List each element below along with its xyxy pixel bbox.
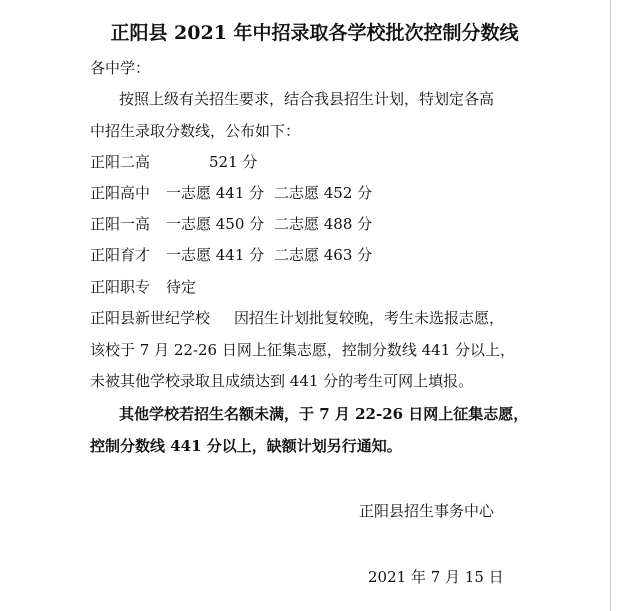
school-first-choice-yigao: 一志愿 450 分	[166, 215, 265, 233]
school-name-gaozhong: 正阳高中	[90, 184, 151, 202]
school-first-choice-gaozhong: 一志愿 441 分	[166, 184, 265, 202]
page-edge-divider	[610, 0, 611, 611]
other-schools-line-2: 控制分数线 441 分以上，缺额计划另行通知。	[90, 437, 402, 455]
salutation: 各中学：	[90, 59, 151, 77]
xinshiji-line-1: 因招生计划批复较晚，考生未选报志愿，	[234, 309, 505, 327]
xinshiji-line-2: 该校于 7 月 22-26 日网上征集志愿，控制分数线 441 分以上，	[90, 341, 516, 359]
intro-line-2: 中招生录取分数线，公布如下：	[90, 122, 301, 140]
intro-line-1: 按照上级有关招生要求，结合我县招生计划，特划定各高	[119, 90, 495, 108]
xinshiji-line-3: 未被其他学校录取且成绩达到 441 分的考生可网上填报。	[90, 372, 474, 390]
school-name-erga: 正阳二高	[90, 153, 151, 171]
issue-date: 2021 年 7 月 15 日	[368, 568, 504, 586]
school-name-zhizhuan: 正阳职专	[90, 278, 151, 296]
school-name-yigao: 正阳一高	[90, 215, 151, 233]
other-schools-line-1: 其他学校若招生名额未满，于 7 月 22-26 日网上征集志愿，	[119, 405, 529, 423]
school-score-ergao: 521 分	[209, 153, 258, 171]
school-name-yucai: 正阳育才	[90, 246, 151, 264]
school-second-choice-yucai: 二志愿 463 分	[274, 246, 373, 264]
issuer-name: 正阳县招生事务中心	[359, 502, 495, 520]
notice-title: 正阳县 2021 年中招录取各学校批次控制分数线	[110, 22, 519, 44]
xinshiji-school-name: 正阳县新世纪学校	[90, 309, 211, 327]
school-first-choice-yucai: 一志愿 441 分	[166, 246, 265, 264]
school-second-choice-yigao: 二志愿 488 分	[274, 215, 373, 233]
school-status-zhizhuan: 待定	[166, 278, 197, 296]
school-second-choice-gaozhong: 二志愿 452 分	[274, 184, 373, 202]
